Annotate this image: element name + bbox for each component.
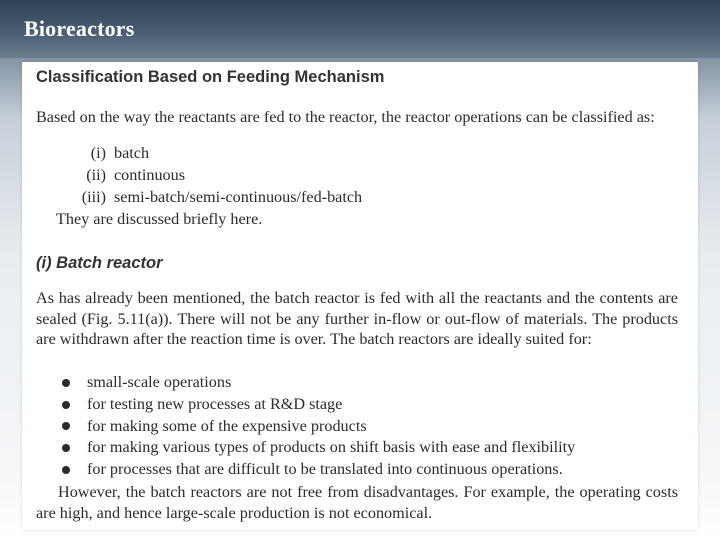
bullet-icon bbox=[62, 466, 70, 474]
list-item bbox=[62, 394, 575, 416]
discussed-line: They are discussed briefly here. bbox=[56, 210, 263, 228]
batch-paragraph: As has already been mentioned, the batch reactor is fed with all the reactants and the contents are sealed (Fig. 5.11(a)). There will not be any further in-flow or out-flow of materials. The products are withdrawn after the reaction time is over. The batch reactors are ideally suited for: bbox=[36, 289, 678, 348]
list-text: for making various types of products on shift basis with ease and flexibility bbox=[87, 438, 576, 457]
list-item bbox=[62, 164, 362, 186]
list-item bbox=[62, 186, 362, 208]
list-number: (i) bbox=[90, 144, 106, 162]
list-item bbox=[62, 142, 362, 164]
list-item bbox=[62, 416, 575, 438]
bullet-icon bbox=[62, 444, 70, 452]
batch-reactor-heading: (i) Batch reactor bbox=[36, 254, 163, 272]
slide-title: Bioreactors bbox=[24, 16, 135, 41]
list-text: batch bbox=[114, 144, 150, 162]
list-text: for making some of the expensive products bbox=[87, 416, 367, 435]
list-item bbox=[62, 437, 575, 459]
list-item bbox=[62, 372, 575, 394]
list-text: semi-batch/semi-continuous/fed-batch bbox=[114, 188, 363, 206]
list-number: (iii) bbox=[81, 188, 106, 206]
list-text: small-scale operations bbox=[87, 373, 232, 391]
bullet-icon bbox=[62, 422, 70, 430]
list-text: continuous bbox=[114, 166, 186, 184]
list-number: (ii) bbox=[86, 166, 106, 184]
bullet-icon bbox=[62, 401, 70, 409]
list-item bbox=[62, 459, 575, 481]
slide-title-bar bbox=[0, 0, 720, 58]
list-text: for testing new processes at R&D stage bbox=[87, 394, 343, 413]
document-image bbox=[22, 62, 698, 530]
section-heading: Classification Based on Feeding Mechanism bbox=[36, 68, 385, 86]
uses-list bbox=[62, 372, 575, 481]
intro-paragraph: Based on the way the reactants are fed to the reactor, the reactor operations can be classified as: bbox=[36, 108, 655, 126]
disadvantages-paragraph: However, the batch reactors are not free from disadvantages. For example, the operating costs are high, and hence large-scale production is not economical. bbox=[36, 483, 678, 522]
operations-list bbox=[62, 142, 362, 208]
list-text: for processes that are difficult to be translated into continuous operations. bbox=[87, 460, 563, 479]
bullet-icon bbox=[62, 379, 70, 387]
